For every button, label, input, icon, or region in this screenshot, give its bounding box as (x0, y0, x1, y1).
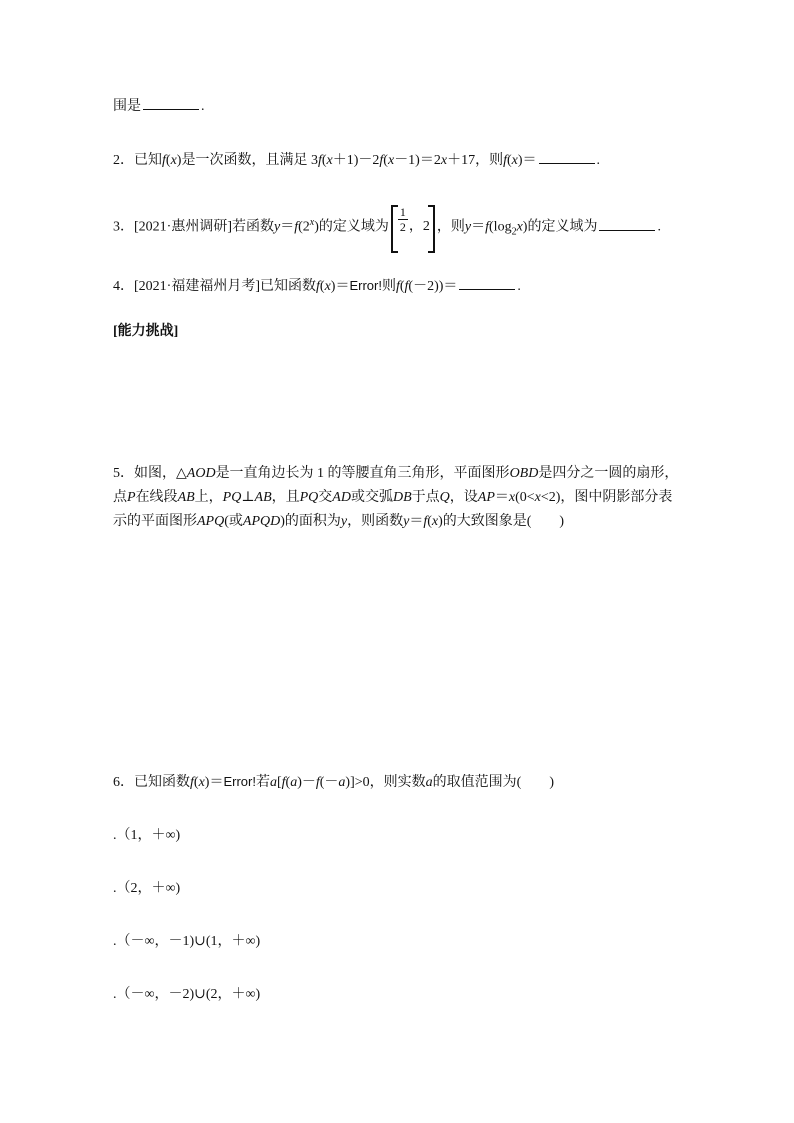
question-4: 4．[2021·福建福州月考]已知函数f(x)＝Error!则f(f(－2))＝ . (113, 278, 521, 294)
answer-blank (539, 150, 595, 164)
question-2: 2．已知f(x)是一次函数，且满足 3f(x＋1)－2f(x－1)＝2x＋17，则f(x)＝ . (113, 150, 600, 171)
q1-tail-text: 围是 (113, 99, 141, 114)
option-d: .（－∞，－2)∪(2，＋∞) (113, 987, 261, 1002)
answer-blank (143, 96, 199, 110)
fraction-one-half: $\frac{1}{2}$ (399, 205, 406, 235)
q1-end: . (201, 99, 205, 114)
question-3: 3．[2021·惠州调研]若函数$y=f(2^x)$的定义域为 $\frac{1}{2}$ ，2 ，则$y=f(\log_2x)$的定义域为 . (113, 200, 661, 254)
q1-tail (113, 96, 205, 117)
option-a: .（1，＋∞) (113, 828, 181, 843)
error-placeholder: Error! (223, 774, 256, 789)
answer-blank (599, 217, 655, 231)
option-c: .（－∞，－1)∪(1，＋∞) (113, 934, 261, 949)
error-placeholder: Error! (349, 278, 382, 293)
section-heading: [能力挑战] (113, 324, 179, 339)
option-b: .（2，＋∞) (113, 881, 181, 896)
answer-blank (459, 276, 515, 290)
question-6: 6．已知函数f(x)＝Error!若a[f(a)－f(－a)]>0，则实数a的取值范围为( ) (113, 774, 554, 790)
question-5: 5．如图，△AOD是一直角边长为 1 的等腰直角三角形，平面图形OBD是四分之一圆的扇形，点P在线段AB上，PQ⊥AB，且PQ交AD或交弧DB于点Q，设AP＝x(0<x<2)，图中阴影部分表示的平面图形APQ(或APQD)的面积为y，则函数y＝f(x)的大致图象是( ) (113, 466, 679, 529)
interval-bracket: $\frac{1}{2}$ ，2 (391, 205, 435, 249)
